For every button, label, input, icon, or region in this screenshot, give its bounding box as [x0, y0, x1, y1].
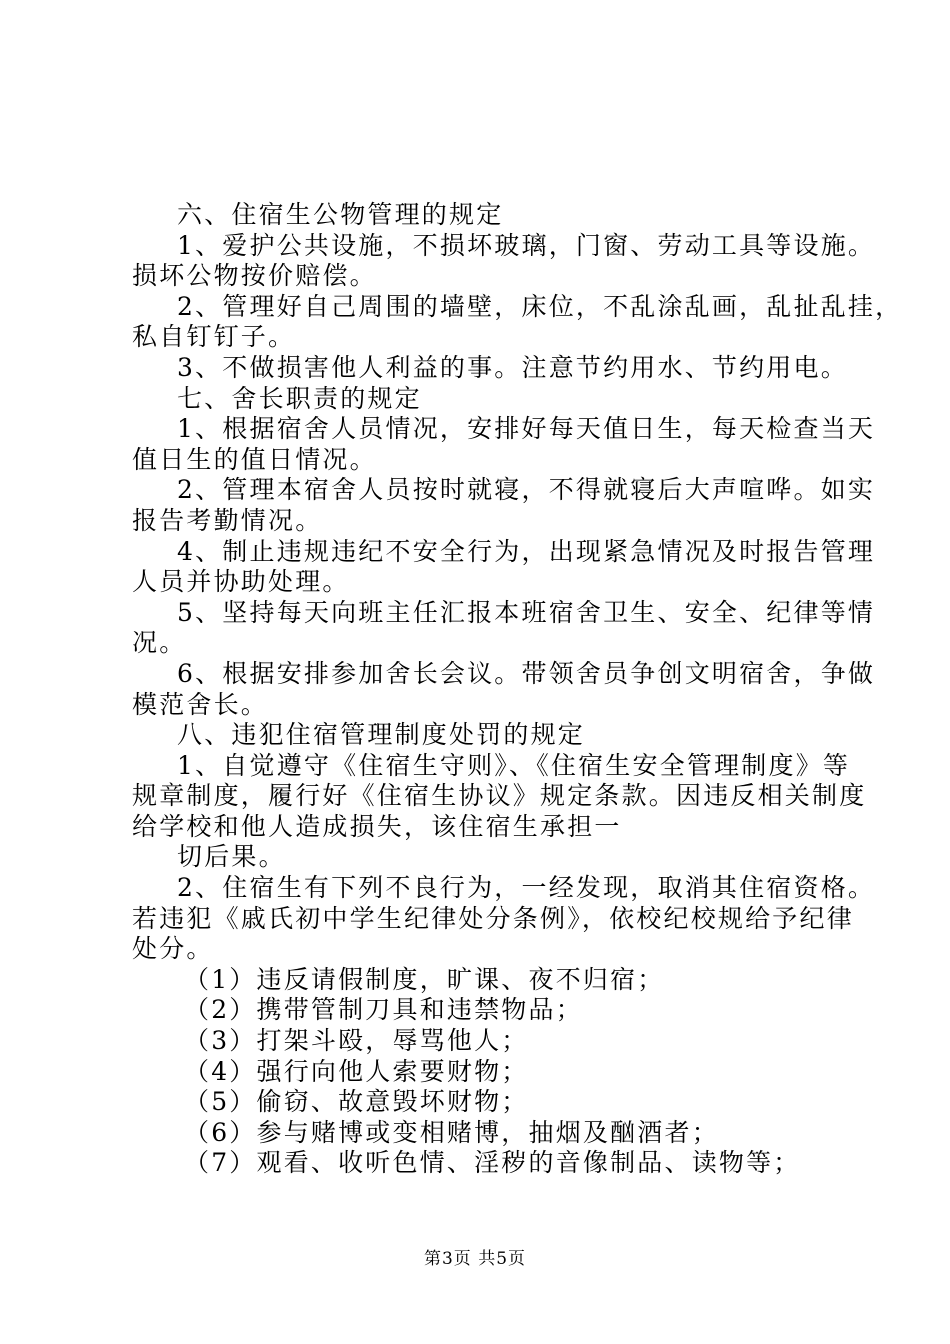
page-footer: 第3页 共5页	[423, 1249, 527, 1269]
text-line: 2、管理本宿舍人员按时就寝，不得就寝后大声喧哗。如实	[177, 475, 876, 505]
text-line: 若违犯《戚氏初中学生纪律处分条例》，依校纪校规给予纪律	[132, 903, 854, 933]
text-line: 八、违犯住宿管理制度处罚的规定	[177, 720, 586, 750]
text-line: 5、坚持每天向班主任汇报本班宿舍卫生、安全、纪律等情	[177, 597, 876, 627]
text-line: （1）违反请假制度，旷课、夜不归宿；	[184, 964, 665, 994]
text-line: 损坏公物按价赔偿。	[132, 261, 377, 291]
document-body	[132, 200, 903, 1179]
text-line: 况。	[132, 628, 187, 658]
text-line: 报告考勤情况。	[132, 505, 323, 535]
text-line: 2、住宿生有下列不良行为，一经发现，取消其住宿资格。	[177, 873, 876, 903]
text-line: （5）偷窃、故意毁坏财物；	[184, 1087, 529, 1117]
text-line: 1、根据宿舍人员情况，安排好每天值日生，每天检查当天	[177, 414, 876, 444]
text-line: （7）观看、收听色情、淫秽的音像制品、读物等；	[184, 1148, 801, 1178]
text-line: 规章制度，履行好《住宿生协议》规定条款。因违反相关制度	[132, 781, 867, 811]
text-line: 模范舍长。	[132, 689, 269, 719]
text-line: 3、不做损害他人利益的事。注意节约用水、节约用电。	[177, 352, 848, 382]
text-line: 2、管理好自己周围的墙壁，床位，不乱涂乱画，乱扯乱挂，	[177, 291, 903, 321]
text-line: 七、舍长职责的规定	[177, 383, 422, 413]
text-line: 处分。	[132, 934, 214, 964]
text-line: 4、制止违规违纪不安全行为，出现紧急情况及时报告管理	[177, 536, 876, 566]
text-line: 1、自觉遵守《住宿生守则》、《住宿生安全管理制度》等	[177, 750, 851, 780]
text-line: （6）参与赌博或变相赌博，抽烟及酗酒者；	[184, 1117, 719, 1147]
text-line: 私自钉钉子。	[132, 322, 296, 352]
text-line: 六、住宿生公物管理的规定	[177, 200, 504, 229]
text-line: 6、根据安排参加舍长会议。带领舍员争创文明宿舍，争做	[177, 658, 876, 688]
text-line: 值日生的值日情况。	[132, 444, 377, 474]
text-line: （2）携带管制刀具和违禁物品；	[184, 995, 583, 1025]
text-line: 切后果。	[177, 842, 286, 872]
text-line: 1、爱护公共设施，不损坏玻璃，门窗、劳动工具等设施。	[177, 230, 876, 260]
text-line: 人员并协助处理。	[132, 567, 350, 597]
text-line: （3）打架斗殴，辱骂他人；	[184, 1026, 529, 1056]
text-line: （4）强行向他人索要财物；	[184, 1056, 529, 1086]
text-line: 给学校和他人造成损失，该住宿生承担一	[132, 811, 622, 841]
